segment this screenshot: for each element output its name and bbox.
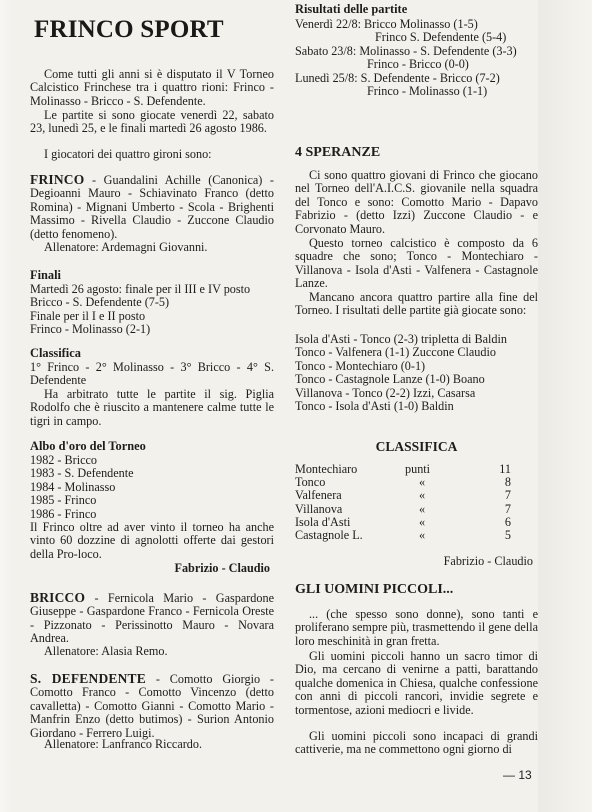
page-number: — 13 xyxy=(503,768,532,782)
frinco-players: - Guandalini Achille (Canonica) - Degioanni Mauro - Schiavinato Franco (detto Romina) - Mignani Umberto - Scola - Brighenti Massimo - Rivella Claudio - Zuccone Claudio (detto fenomeno). xyxy=(30,173,274,241)
finali-line: Finale per il I e II posto xyxy=(30,308,146,323)
team-cell: Villanova xyxy=(295,501,343,516)
bricco-team-name: BRICCO xyxy=(30,590,86,605)
points-cell: 5 xyxy=(504,528,511,543)
ditto-cell: « xyxy=(419,475,426,490)
speranze-paragraph-1: Ci sono quattro giovani di Frinco che giocano nel Torneo dell'A.I.C.S. giovanile nella squadra del Tonco e sono: Comotto Mario - Dapavo Fabrizio - (detto Izzi) Zuccone Claudio - e Corvonato Mauro. xyxy=(295,168,538,236)
albo-list xyxy=(30,454,274,521)
bricco-players: - Fernicola Mario - Gaspardone Giuseppe - Gaspardone Franco - Fernicola Oreste - Pizzonato - Perissinotto Mauro - Novara Andrea. xyxy=(30,591,274,646)
uomini-heading: GLI UOMINI PICCOLI... xyxy=(295,582,454,597)
risultati-line: Lunedì 25/8: S. Defendente - Bricco (7-2) xyxy=(295,70,500,85)
ditto-cell: « xyxy=(419,528,426,543)
classifica-finale-heading: Classifica xyxy=(30,346,81,360)
risultati-line: Frinco - Bricco (0-0) xyxy=(367,57,469,72)
referee-note: Ha arbitrato tutte le partite il sig. Piglia Rodolfo che è riuscito a mantenere calme tutte le tigri in campo. xyxy=(30,387,274,428)
team-cell: Castagnole L. xyxy=(295,528,363,543)
defendente-players: - Comotto Giorgio - Comotto Franco - Comotto Vincenzo (detto cavalletta) - Comotto Gianni - Comotto Mario - Manfrin Enzo (detto butimos) - Surion Antonio Giordano - Ferrero Luigi. xyxy=(30,672,274,740)
albo-line: 1986 - Frinco xyxy=(30,506,97,521)
finali-line: Bricco - S. Defendente (7-5) xyxy=(30,295,170,310)
points-cell: 8 xyxy=(504,475,511,490)
finali-list xyxy=(30,283,274,337)
speranze-result-line: Villanova - Tonco (2-2) Izzi, Casarsa xyxy=(295,385,476,400)
page-title: FRINCO SPORT xyxy=(34,16,224,43)
table-row xyxy=(295,489,511,502)
team-cell: Isola d'Asti xyxy=(295,514,351,529)
team-cell: Valfenera xyxy=(295,488,342,503)
defendente-team-name: S. DEFENDENTE xyxy=(30,671,146,686)
frinco-team-name: FRINCO xyxy=(30,172,85,187)
classifica-table xyxy=(295,463,511,542)
defendente-team-paragraph xyxy=(30,671,274,740)
bricco-team-paragraph xyxy=(30,590,274,646)
risultati-heading: Risultati delle partite xyxy=(295,2,408,16)
frinco-coach: Allenatore: Ardemagni Giovanni. xyxy=(44,240,208,254)
uomini-paragraph-3: Gli uomini piccoli sono incapaci di grandi cattiverie, ma ne commettono ogni giorno di xyxy=(295,729,538,757)
ditto-cell: « xyxy=(419,514,426,529)
uomini-paragraph-2: Gli uomini piccoli hanno un sacro timor di Dio, ma cercano di venirne a patti, barattando qualche domenica in Chiesa, qualche confessione con anni di piccoli rancori, invidie segrete e tormentose, azioni mediocri e livide. xyxy=(295,649,538,717)
points-label-cell: punti xyxy=(405,462,431,476)
albo-line: 1982 - Bricco xyxy=(30,453,98,467)
speranze-result-line: Tonco - Castagnole Lanze (1-0) Boano xyxy=(295,372,485,387)
points-cell: 11 xyxy=(499,462,511,476)
classifica-table-heading: CLASSIFICA xyxy=(375,439,458,454)
risultati-line: Venerdì 22/8: Bricco Molinasso (1-5) xyxy=(295,17,478,31)
points-cell: 6 xyxy=(504,514,511,529)
intro-paragraph-3: I giocatori dei quattro gironi sono: xyxy=(44,147,212,161)
intro-paragraph-1: Come tutti gli anni si è disputato il V Torneo Calcistico Frinchese tra i quattro rioni: Frinco - Molinasso - Bricco - S. Defendente. xyxy=(30,67,274,108)
table-row xyxy=(295,503,511,516)
page-gutter-shadow xyxy=(0,0,14,812)
classifica-finale-line: 1° Frinco - 2° Molinasso - 3° Bricco - 4° S. Defendente xyxy=(30,360,274,388)
table-row xyxy=(295,529,511,542)
finali-line: Martedì 26 agosto: finale per il III e IV posto xyxy=(30,282,251,296)
albo-note: Il Frinco oltre ad aver vinto il torneo ha anche vinto 60 dozzine di agnolotti offerte dai gestori della Pro-loco. xyxy=(30,520,274,561)
finali-line: Frinco - Molinasso (2-1) xyxy=(30,322,151,337)
risultati-line: Frinco S. Defendente (5-4) xyxy=(375,30,507,45)
signature: Fabrizio - Claudio xyxy=(174,561,270,575)
risultati-line: Frinco - Molinasso (1-1) xyxy=(367,84,488,99)
frinco-team-paragraph xyxy=(30,172,274,241)
ditto-cell: « xyxy=(419,488,426,503)
speranze-paragraph-3: Mancano ancora quattro partire alla fine del Torneo. I risultati delle partite già giocate sono: xyxy=(295,290,538,318)
points-cell: 7 xyxy=(504,488,511,503)
albo-line: 1983 - S. Defendente xyxy=(30,466,134,481)
points-cell: 7 xyxy=(504,501,511,516)
ditto-cell: « xyxy=(419,501,426,516)
speranze-result-line: Tonco - Isola d'Asti (1-0) Baldin xyxy=(295,399,454,414)
speranze-heading: 4 SPERANZE xyxy=(295,145,381,160)
speranze-result-line: Tonco - Valfenera (1-1) Zuccone Claudio xyxy=(295,345,496,360)
intro-paragraph-2: Le partite si sono giocate venerdì 22, sabato 23, lunedì 25, e le finali martedì 26 agosto 1986. xyxy=(30,108,274,136)
adjacent-page-edge xyxy=(538,0,592,812)
team-cell: Montechiaro xyxy=(295,462,358,476)
albo-line: 1984 - Molinasso xyxy=(30,479,116,494)
bricco-coach: Allenatore: Alasia Remo. xyxy=(44,644,168,658)
albo-line: 1985 - Frinco xyxy=(30,493,97,508)
speranze-result-line: Tonco - Montechiaro (0-1) xyxy=(295,358,426,373)
table-row xyxy=(295,463,511,476)
finali-heading: Finali xyxy=(30,268,61,282)
defendente-coach: Allenatore: Lanfranco Riccardo. xyxy=(44,737,203,751)
albo-heading: Albo d'oro del Torneo xyxy=(30,439,146,453)
speranze-paragraph-2: Questo torneo calcistico è composto da 6 squadre che sono; Tonco - Montechiaro - Villanova - Isola d'Asti - Valfenera - Castagnole Lanze. xyxy=(295,236,538,291)
risultati-list xyxy=(295,18,538,98)
signature: Fabrizio - Claudio xyxy=(443,554,533,568)
risultati-line: Sabato 23/8: Molinasso - S. Defendente (3-3) xyxy=(295,43,517,58)
uomini-paragraph-1: ... (che spesso sono donne), sono tanti e proliferano sempre più, trasmettendo il gene della loro meschinità in gran fretta. xyxy=(295,607,538,648)
speranze-result-line: Isola d'Asti - Tonco (2-3) tripletta di Baldin xyxy=(295,332,507,346)
speranze-results xyxy=(295,333,538,413)
team-cell: Tonco xyxy=(295,475,326,490)
